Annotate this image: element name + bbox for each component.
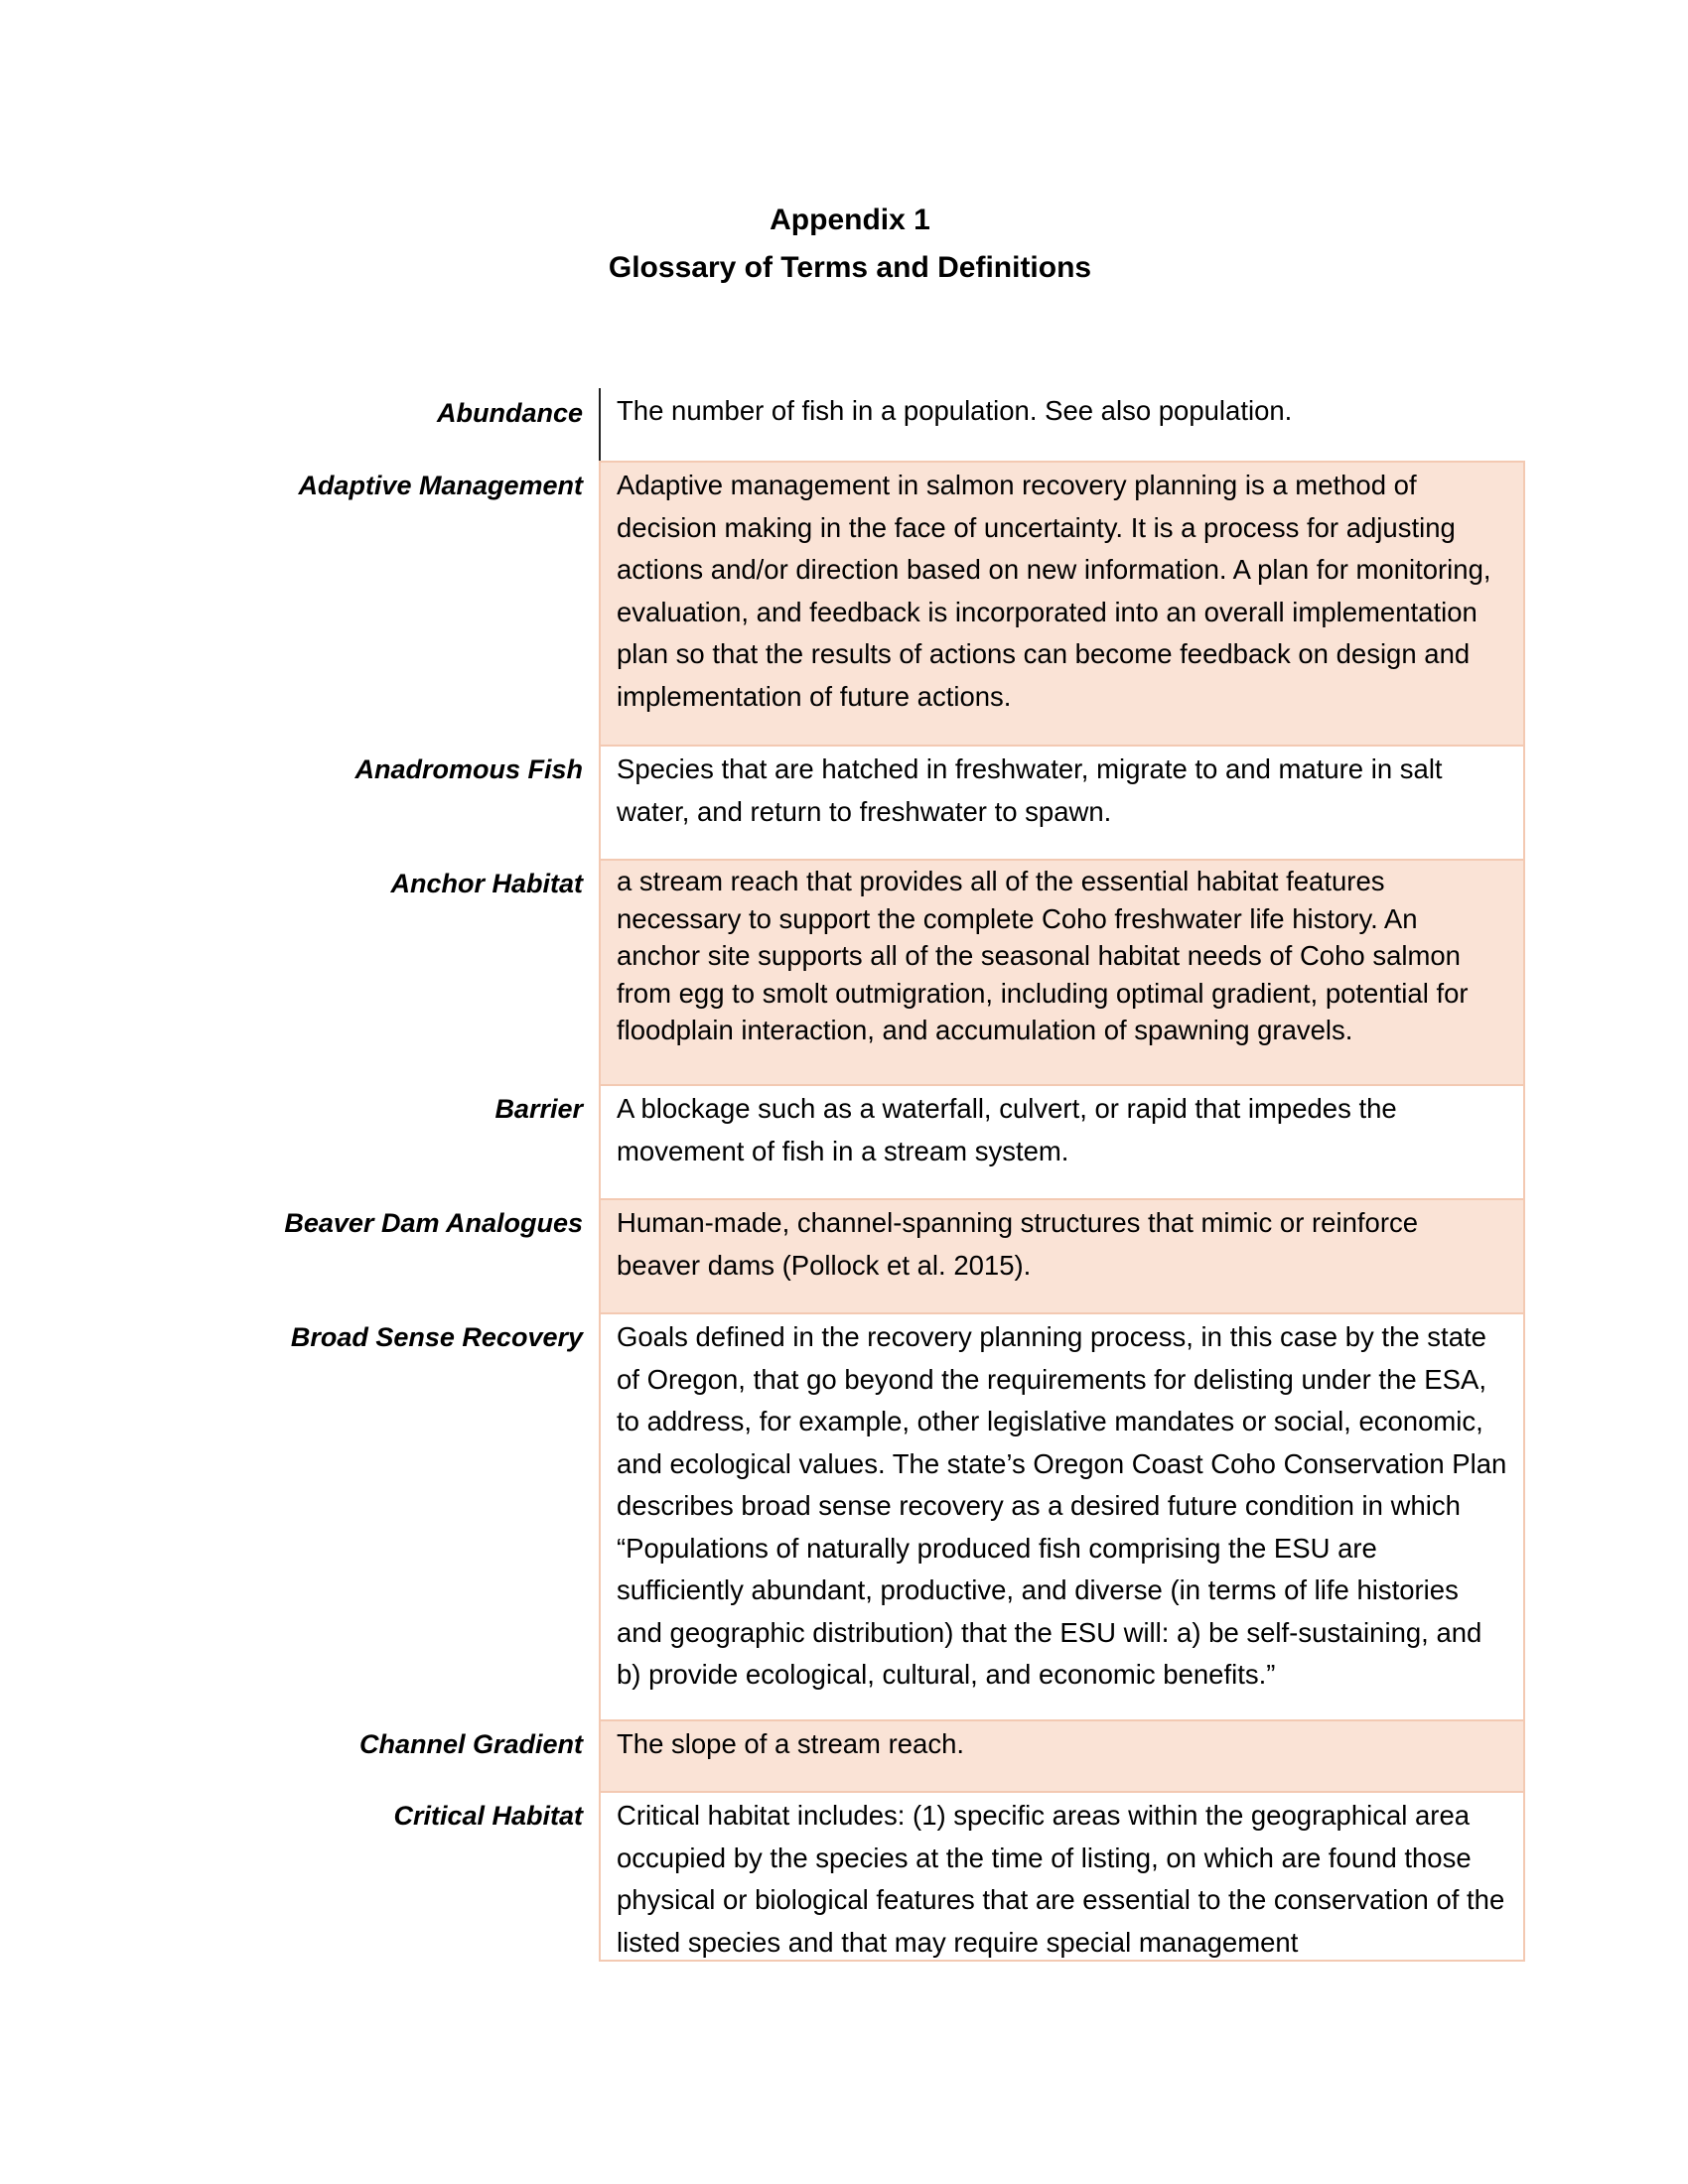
glossary-definition: The number of fish in a population. See also population. [599,388,1525,461]
glossary-term: Critical Habitat [393,1801,583,1831]
glossary-term: Adaptive Management [298,471,583,500]
appendix-label: Appendix 1 [770,204,930,236]
glossary-term: Beaver Dam Analogues [284,1208,583,1238]
page-header [0,197,1688,292]
glossary-definition: Adaptive management in salmon recovery planning is a method of decision making in the face of uncertainty. It is a process for adjusting actions and/or direction based on new information. A plan for monitoring, evaluation, and feedback is incorporated into an overall implementation plan so that the results of actions can become feedback on design and implementation of future actions. [599,461,1525,747]
glossary-term: Barrier [494,1094,583,1124]
glossary-term: Anadromous Fish [354,754,583,784]
glossary-definition: A blockage such as a waterfall, culvert, or rapid that impedes the movement of fish in a stream system. [599,1084,1525,1200]
glossary-term: Abundance [436,398,583,428]
glossary-term: Anchor Habitat [390,869,583,898]
glossary-definition: Critical habitat includes: (1) specific areas within the geographical area occupied by the species at the time of listing, on which are found those physical or biological features that are essential to the conservation of the listed species and that may require special management [599,1791,1525,1962]
glossary-definition: Human-made, channel-spanning structures that mimic or reinforce beaver dams (Pollock et al. 2015). [599,1198,1525,1314]
glossary-term: Broad Sense Recovery [290,1322,583,1352]
glossary-definition: The slope of a stream reach. [599,1719,1525,1793]
glossary-definition: Species that are hatched in freshwater, migrate to and mature in salt water, and return to freshwater to spawn. [599,745,1525,861]
glossary-term: Channel Gradient [358,1729,583,1759]
glossary-definition: Goals defined in the recovery planning process, in this case by the state of Oregon, that go beyond the requirements for delisting under the ESA, to address, for example, other legislative mandates or social, economic, and ecological values. The state’s Oregon Coast Coho Conservation Plan describes broad sense recovery as a desired future condition in which “Populations of naturally produced fish comprising the ESU are sufficiently abundant, productive, and diverse (in terms of life histories and geographic distribution) that the ESU will: a) be self-sustaining, and b) provide ecological, cultural, and economic benefits.” [599,1312,1525,1721]
glossary-definition: a stream reach that provides all of the essential habitat features necessary to support the complete Coho freshwater life history. An anchor site supports all of the seasonal habitat needs of Coho salmon from egg to smolt outmigration, including optimal gradient, potential for floodplain interaction, and accumulation of spawning gravels. [599,859,1525,1086]
page-title: Glossary of Terms and Definitions [608,251,1092,284]
